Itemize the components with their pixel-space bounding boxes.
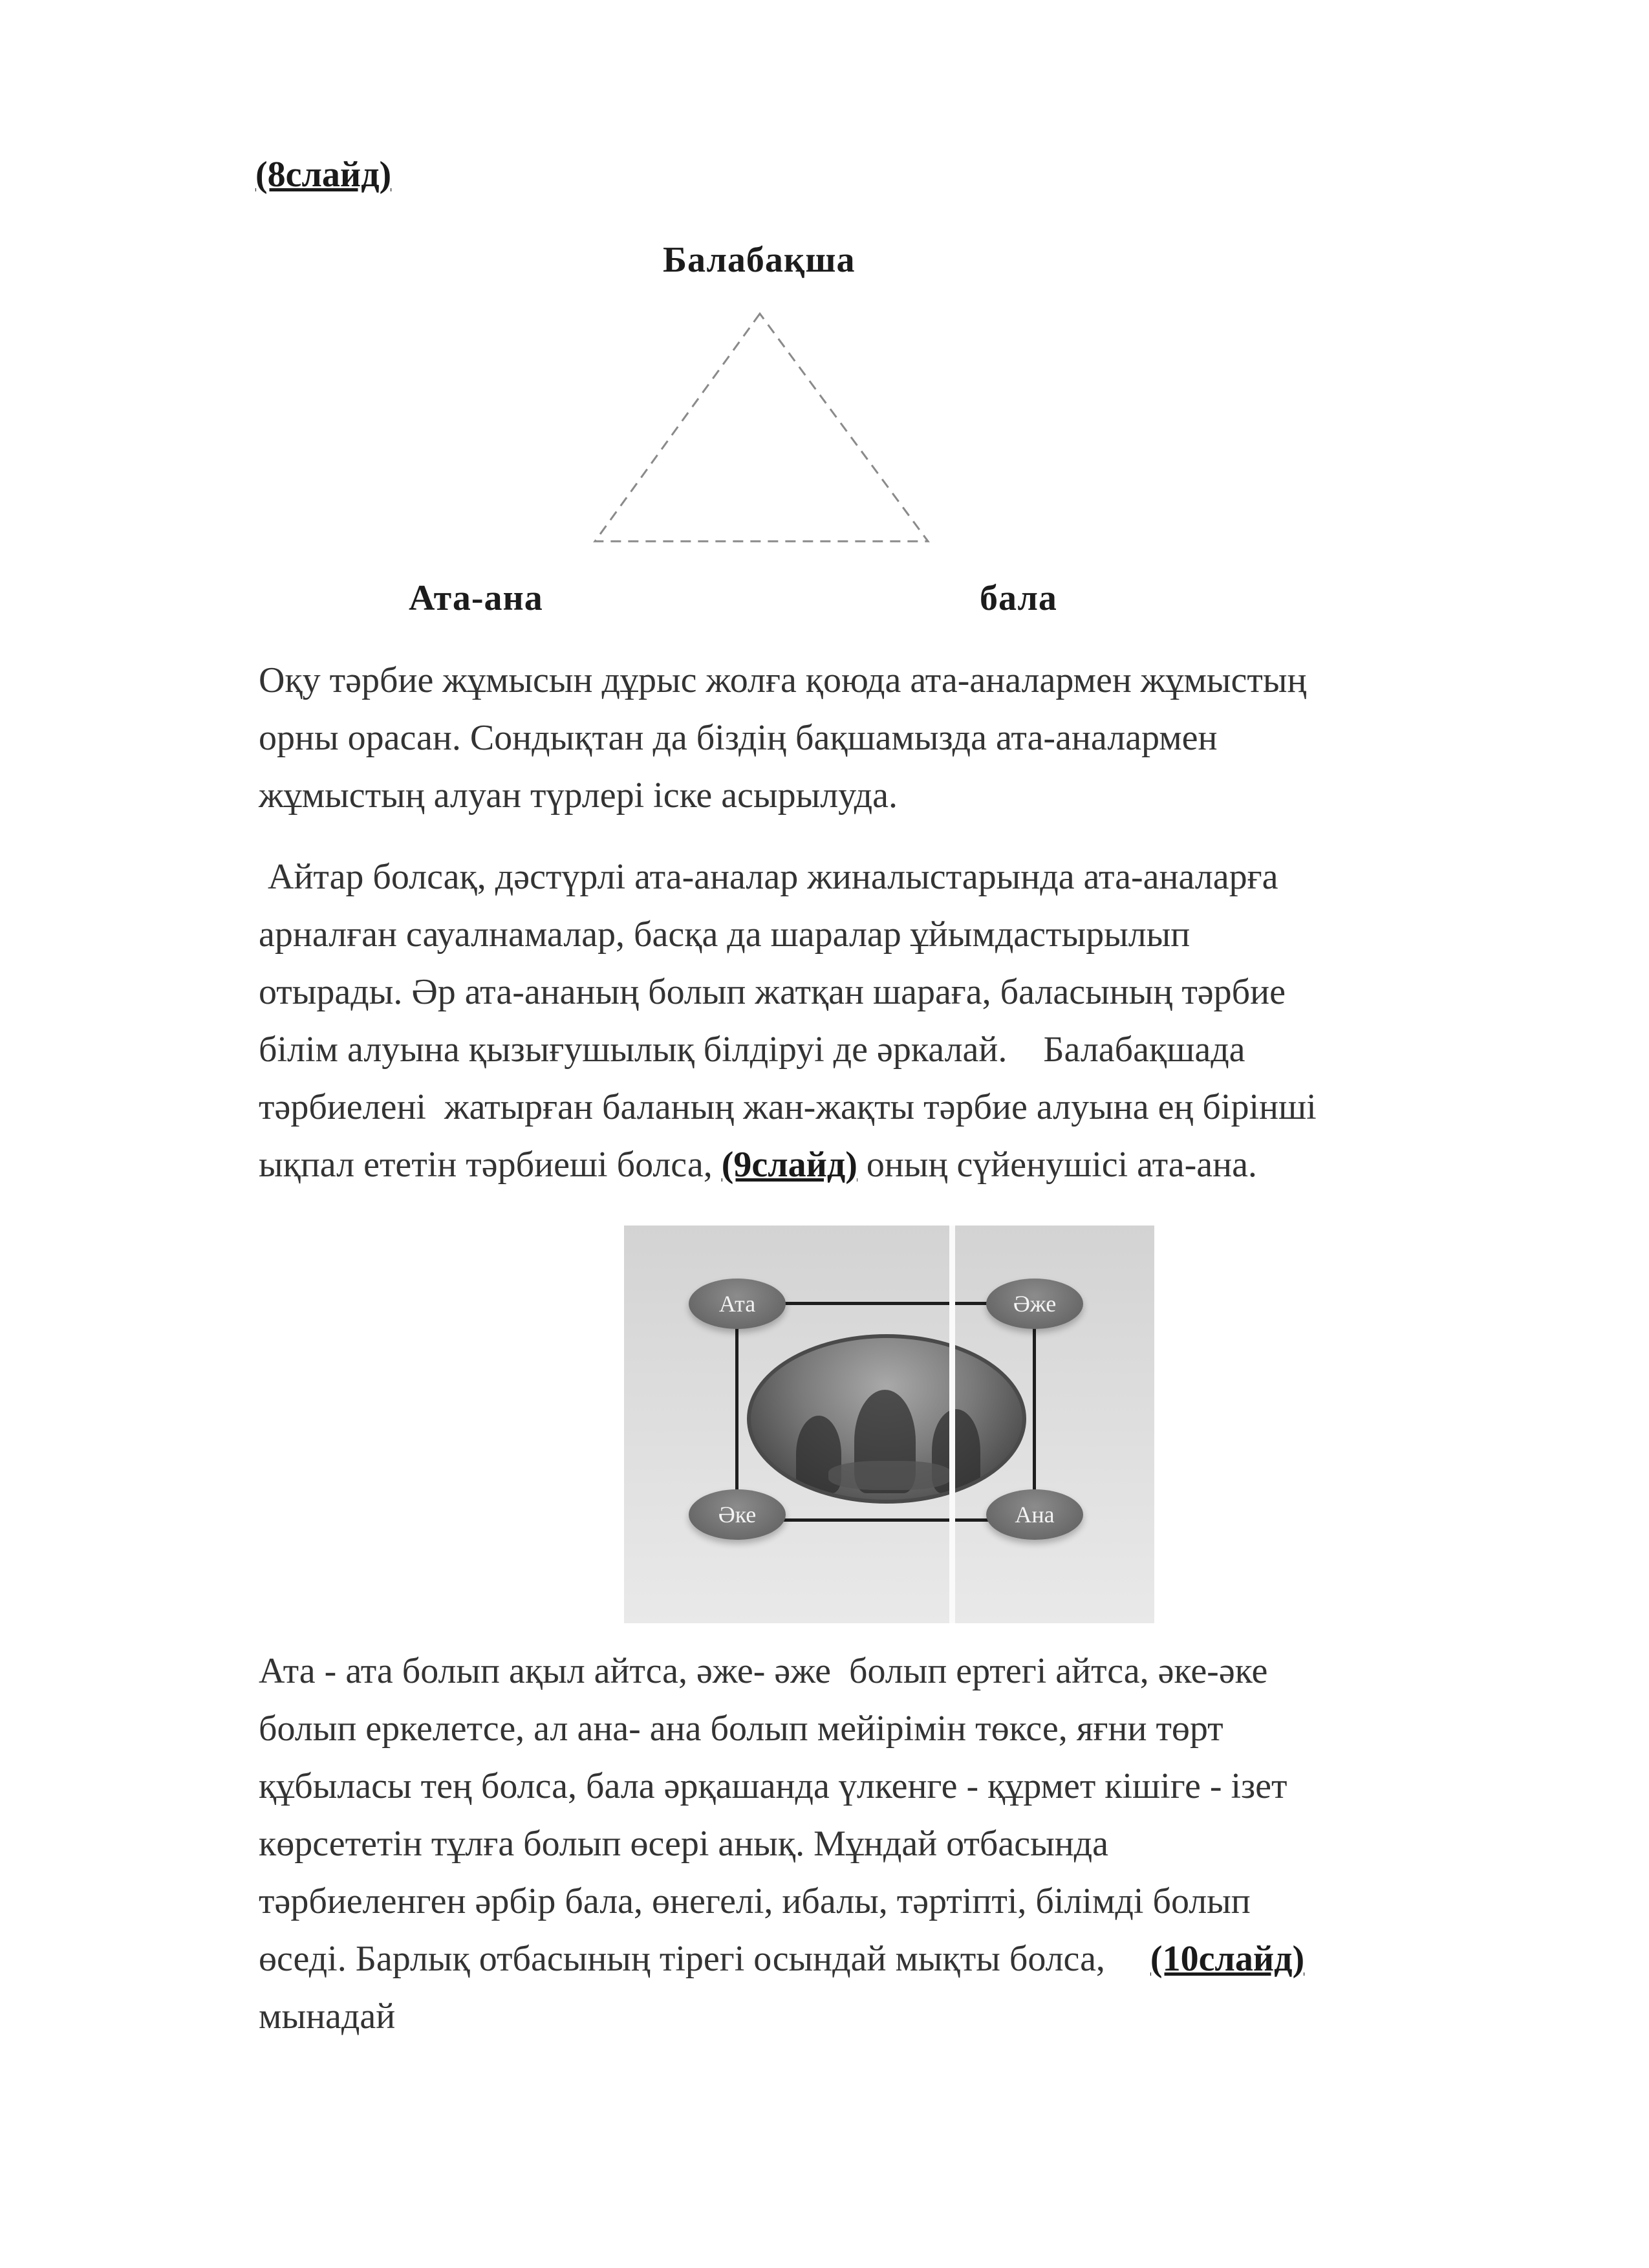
paragraph-line: тәрбиелені жатырған баланың жан-жақты тәрбие алуына ең бірінші xyxy=(259,1087,1317,1127)
paragraph-line: білім алуына қызығушылық білдіруі де әркалай. Балабақшада xyxy=(259,1030,1245,1070)
paragraph-line: Оқу тәрбие жұмысын дұрыс жолға қоюда ата-аналармен жұмыстың xyxy=(259,660,1307,700)
paragraph-1 xyxy=(259,652,1539,825)
photo-table xyxy=(828,1461,951,1490)
paragraph-line: құбыласы тең болса, бала әрқашанда үлкенге - құрмет кішіге - ізет xyxy=(259,1766,1288,1806)
triangle-right-label: бала xyxy=(980,578,1057,618)
paragraph-3 xyxy=(259,1643,1539,2046)
paragraph-line xyxy=(259,1930,1539,1988)
paragraph-line: Ата - ата болып ақыл айтса, әже- әже болып ертегі айтса, әке-әке xyxy=(259,1651,1268,1691)
line-text: өседі. Барлық отбасының тірегі осындай мықты болса, xyxy=(259,1939,1150,1979)
line-text: ықпал ететін тәрбиеші болса, xyxy=(259,1145,722,1185)
family-figure xyxy=(624,1226,1154,1623)
oval-aje: Әже xyxy=(986,1279,1083,1329)
dashed-triangle xyxy=(582,304,944,556)
triangle-left-label: Ата-ана xyxy=(409,578,543,618)
slide-9-reference: (9слайд) xyxy=(721,1145,857,1185)
paragraph-line: жұмыстың алуан түрлері іске асырылуда. xyxy=(259,775,898,815)
paragraph-line: мынадай xyxy=(259,1996,396,2036)
paragraph-line: отырады. Әр ата-ананың болып жатқан шараға, баласының тәрбие xyxy=(259,972,1286,1012)
paragraph-line xyxy=(259,1136,1539,1194)
line-text: оның сүйенушісі ата-ана. xyxy=(857,1145,1257,1185)
triangle-top-label: Балабақша xyxy=(663,240,856,280)
paragraph-line: болып еркелетсе, ал ана- ана болып мейірімін төксе, яғни төрт xyxy=(259,1709,1223,1749)
slide-10-reference: (10слайд) xyxy=(1150,1939,1305,1979)
paragraph-line: көрсететін тұлға болып өсері анық. Мұндай отбасында xyxy=(259,1824,1109,1864)
paragraph-line: орны орасан. Сондықтан да біздің бақшамызда ата-аналармен xyxy=(259,718,1218,758)
oval-ata: Ата xyxy=(689,1279,786,1329)
paragraph-2 xyxy=(259,848,1539,1194)
triangle-shape xyxy=(595,314,928,541)
oval-ake: Әке xyxy=(689,1489,786,1540)
paragraph-line: тәрбиеленген әрбір бала, өнегелі, ибалы, тәртіпті, білімді болып xyxy=(259,1881,1251,1921)
family-photo xyxy=(747,1334,1026,1504)
oval-ana: Ана xyxy=(986,1489,1083,1540)
slide-8-reference: (8слайд) xyxy=(255,155,392,195)
paragraph-line: арналған сауалнамалар, басқа да шаралар ұйымдастырылып xyxy=(259,914,1191,955)
scan-fold-line xyxy=(949,1226,955,1623)
paragraph-line: Айтар болсақ, дәстүрлі ата-аналар жиналыстарында ата-аналарға xyxy=(259,857,1278,897)
